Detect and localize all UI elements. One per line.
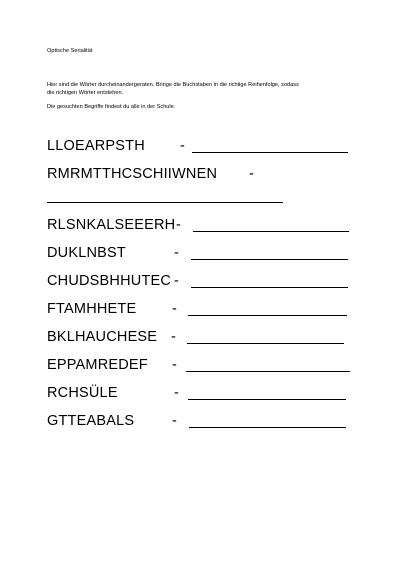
instructions-line-1: Hier sind die Wörter durcheinandergeraten. Bringe die Buchstaben in die richtige Reihenfolge, sodass bbox=[47, 82, 299, 88]
answer-line-10[interactable] bbox=[189, 427, 346, 428]
separator-dash: - bbox=[174, 245, 179, 261]
separator-dash: - bbox=[174, 273, 179, 289]
answer-line-2[interactable] bbox=[47, 202, 283, 203]
separator-dash: - bbox=[176, 217, 181, 233]
scrambled-word-4: DUKLNBST bbox=[47, 245, 126, 261]
separator-dash: - bbox=[172, 413, 177, 429]
answer-line-4[interactable] bbox=[191, 259, 348, 260]
answer-line-1[interactable] bbox=[192, 152, 348, 153]
separator-dash: - bbox=[180, 138, 185, 154]
separator-dash: - bbox=[172, 357, 177, 373]
separator-dash: - bbox=[249, 166, 254, 182]
answer-line-6[interactable] bbox=[188, 315, 347, 316]
worksheet-title: Optische Serialität bbox=[47, 48, 93, 54]
separator-dash: - bbox=[172, 301, 177, 317]
answer-line-5[interactable] bbox=[191, 287, 348, 288]
answer-line-3[interactable] bbox=[193, 231, 349, 232]
separator-dash: - bbox=[171, 329, 176, 345]
hint-text: Die gesuchten Begriffe findest du alle in der Schule. bbox=[47, 104, 176, 110]
scrambled-word-9: RCHSÜLE bbox=[47, 385, 118, 401]
answer-line-9[interactable] bbox=[188, 399, 346, 400]
scrambled-word-7: BKLHAUCHESE bbox=[47, 329, 158, 345]
answer-line-8[interactable] bbox=[186, 371, 350, 372]
separator-dash: - bbox=[174, 385, 179, 401]
scrambled-word-10: GTTEABALS bbox=[47, 413, 135, 429]
answer-line-7[interactable] bbox=[187, 343, 344, 344]
scrambled-word-3: RLSNKALSEEERH bbox=[47, 217, 176, 233]
scrambled-word-5: CHUDSBHHUTEC bbox=[47, 273, 172, 289]
scrambled-word-8: EPPAMREDEF bbox=[47, 357, 148, 373]
scrambled-word-2: RMRMTTHCSCHIIWNEN bbox=[47, 166, 218, 182]
scrambled-word-6: FTAMHHETE bbox=[47, 301, 137, 317]
scrambled-word-1: LLOEARPSTH bbox=[47, 138, 145, 154]
instructions-line-2: die richtigen Wörter entstehen. bbox=[47, 90, 124, 96]
